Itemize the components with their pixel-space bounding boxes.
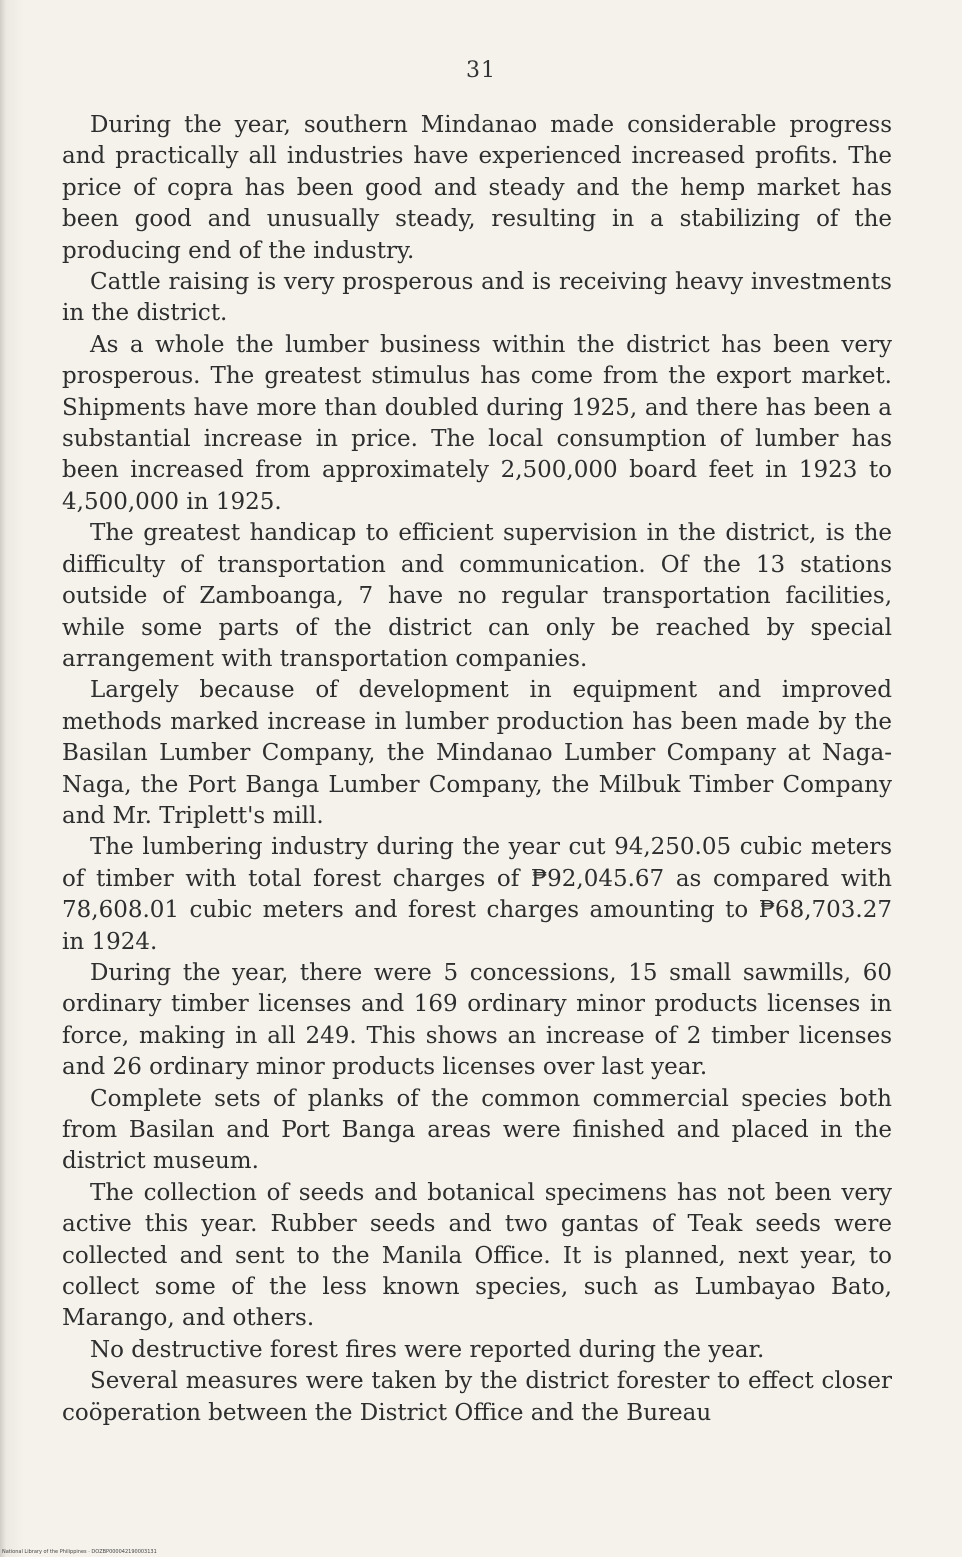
- paragraph: Complete sets of planks of the common commercial species both from Basilan and Port Banga areas were finished and placed in the district museum.: [62, 1085, 892, 1175]
- page-body: [62, 110, 892, 1429]
- paragraph: Largely because of development in equipment and improved methods marked increase in lumber production has been made by the Basilan Lumber Company, the Mindanao Lumber Company at Naga-Naga, the Port Banga Lumber Company, the Milbuk Timber Company and Mr. Triplett's mill.: [62, 677, 892, 829]
- paragraph: The lumbering industry during the year cut 94,250.05 cubic meters of timber with total forest charges of ₱92,045.67 as compared with 78,608.01 cubic meters and forest charges amounting to ₱68,703.27 in 1924.: [62, 834, 892, 955]
- paragraph: No destructive forest fires were reported during the year.: [90, 1336, 765, 1363]
- paragraph: As a whole the lumber business within the district has been very prosperous. The greatest stimulus has come from the export market. Shipments have more than doubled during 1925, and there has been a substantial increase in price. The local consumption of lumber has been increased from approximately 2,500,000 board feet in 1923 to 4,500,000 in 1925.: [62, 331, 892, 515]
- library-footer-note: National Library of the Philippines · DOZBP000042190003131: [2, 1549, 157, 1555]
- paragraph: The collection of seeds and botanical specimens has not been very active this year. Rubber seeds and two gantas of Teak seeds were collected and sent to the Manila Office. It is planned, next year, to collect some of the less known species, such as Lumbayao Bato, Marango, and others.: [62, 1179, 892, 1332]
- page-number: 31: [466, 58, 496, 83]
- paragraph: Cattle raising is very prosperous and is receiving heavy investments in the district.: [62, 269, 892, 327]
- paragraph: During the year, there were 5 concessions, 15 small sawmills, 60 ordinary timber licenses and 169 ordinary minor products licenses in force, making in all 249. This shows an increase of 2 timber licenses and 26 ordinary minor products licenses over last year.: [62, 959, 892, 1081]
- paragraph: During the year, southern Mindanao made considerable progress and practically all industries have experienced increased profits. The price of copra has been good and steady and the hemp market has been good and unusually steady, resulting in a stabilizing of the producing end of the industry.: [62, 112, 892, 264]
- paragraph: The greatest handicap to efficient supervision in the district, is the difficulty of transportation and communication. Of the 13 stations outside of Zamboanga, 7 have no regular transportation facilities, while some parts of the district can only be reached by special arrangement with transportation companies.: [62, 520, 892, 672]
- paragraph: Several measures were taken by the district forester to effect closer coöperation between the District Office and the Bureau: [62, 1368, 892, 1426]
